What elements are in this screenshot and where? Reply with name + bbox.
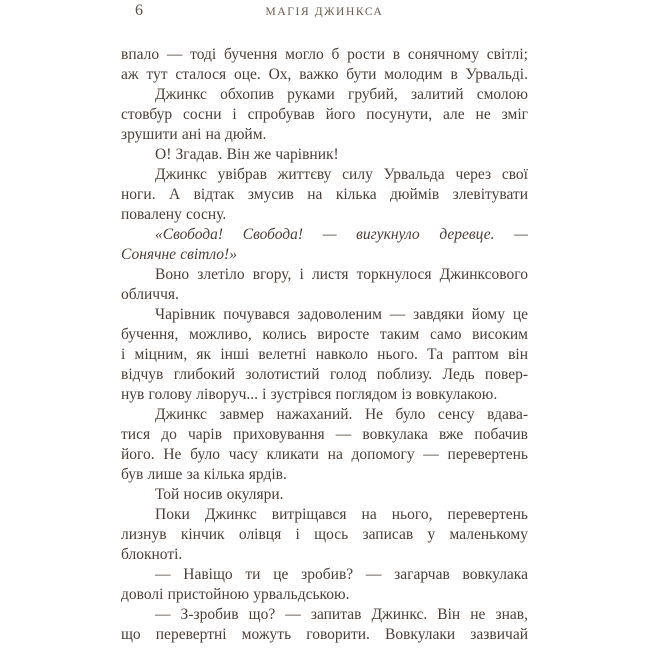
text-line: що перевертні можуть говорити. Вовкулаки зазвичай bbox=[121, 626, 528, 643]
text-line: ноги. А відтак змусив на кілька дюймів злевітувати bbox=[121, 186, 528, 203]
text-line: повалену сосну. bbox=[121, 206, 227, 223]
text-line: блокноті. bbox=[121, 546, 183, 563]
text-line: зрушити ані на дюйм. bbox=[121, 126, 267, 143]
text-line: лизнув кінчик олівця і щось записав у маленькому bbox=[121, 526, 528, 543]
text-line: обличчя. bbox=[121, 286, 179, 303]
text-line: Джинкс завмер нажаханий. Не було сенсу вдава- bbox=[155, 406, 528, 423]
running-title: МАГІЯ ДЖИНКСА bbox=[265, 6, 384, 18]
text-line: тися до чарів приховування — вовкулака вже побачив bbox=[121, 426, 528, 443]
text-line: О! Згадав. Він же чарівник! bbox=[155, 146, 339, 163]
text-line: «Свобода! Свобода! — вигукнуло деревце. — bbox=[155, 226, 528, 243]
text-line: Сонячне світло!» bbox=[121, 246, 237, 263]
running-header bbox=[121, 2, 528, 24]
text-line: і міцним, як інші велетні навколо нього. Та раптом він bbox=[121, 346, 528, 363]
text-line: Джинкс обхопив руками грубий, залитий смолою bbox=[155, 86, 528, 103]
text-line: Той носив окуляри. bbox=[155, 486, 284, 503]
text-line: доволі пристойною урвальдською. bbox=[121, 586, 350, 603]
text-line: Чарівник почувався задоволеним — завдяки йому це bbox=[155, 306, 528, 323]
text-line: нув голову ліворуч... і зустрівся поглядом із вовкулакою. bbox=[121, 386, 498, 403]
text-line: Поки Джинкс витріщався на нього, перевертень bbox=[155, 506, 528, 523]
text-line: його. Не було часу кликати на допомогу — перевертень bbox=[121, 446, 528, 463]
text-line: відчув глибокий золотистий голод поблизу. Ледь повер- bbox=[121, 366, 528, 383]
text-line: — Навіщо ти це зробив? — загарчав вовкулака bbox=[155, 566, 528, 583]
text-line: стовбур сосни і спробував його посунути, але не зміг bbox=[121, 106, 528, 123]
text-line: впало — тоді бучення могло б рости в сонячному світлі; bbox=[121, 46, 528, 63]
text-line: Воно злетіло вгору, і листя торкнулося Джинксового bbox=[155, 266, 528, 283]
text-line: Джинкс увібрав життєву силу Урвальда через свої bbox=[155, 166, 528, 183]
page-number: 6 bbox=[135, 2, 143, 19]
page-body bbox=[121, 45, 528, 645]
text-line: бучення, можливо, колись виросте таким само високим bbox=[121, 326, 528, 343]
text-line: був лише за кілька ярдів. bbox=[121, 466, 287, 483]
text-line: — З-зробив що? — запитав Джинкс. Він не знав, bbox=[155, 606, 528, 623]
text-line: аж тут сталося оце. Ох, важко бути молодим в Урвальді. bbox=[121, 66, 528, 83]
